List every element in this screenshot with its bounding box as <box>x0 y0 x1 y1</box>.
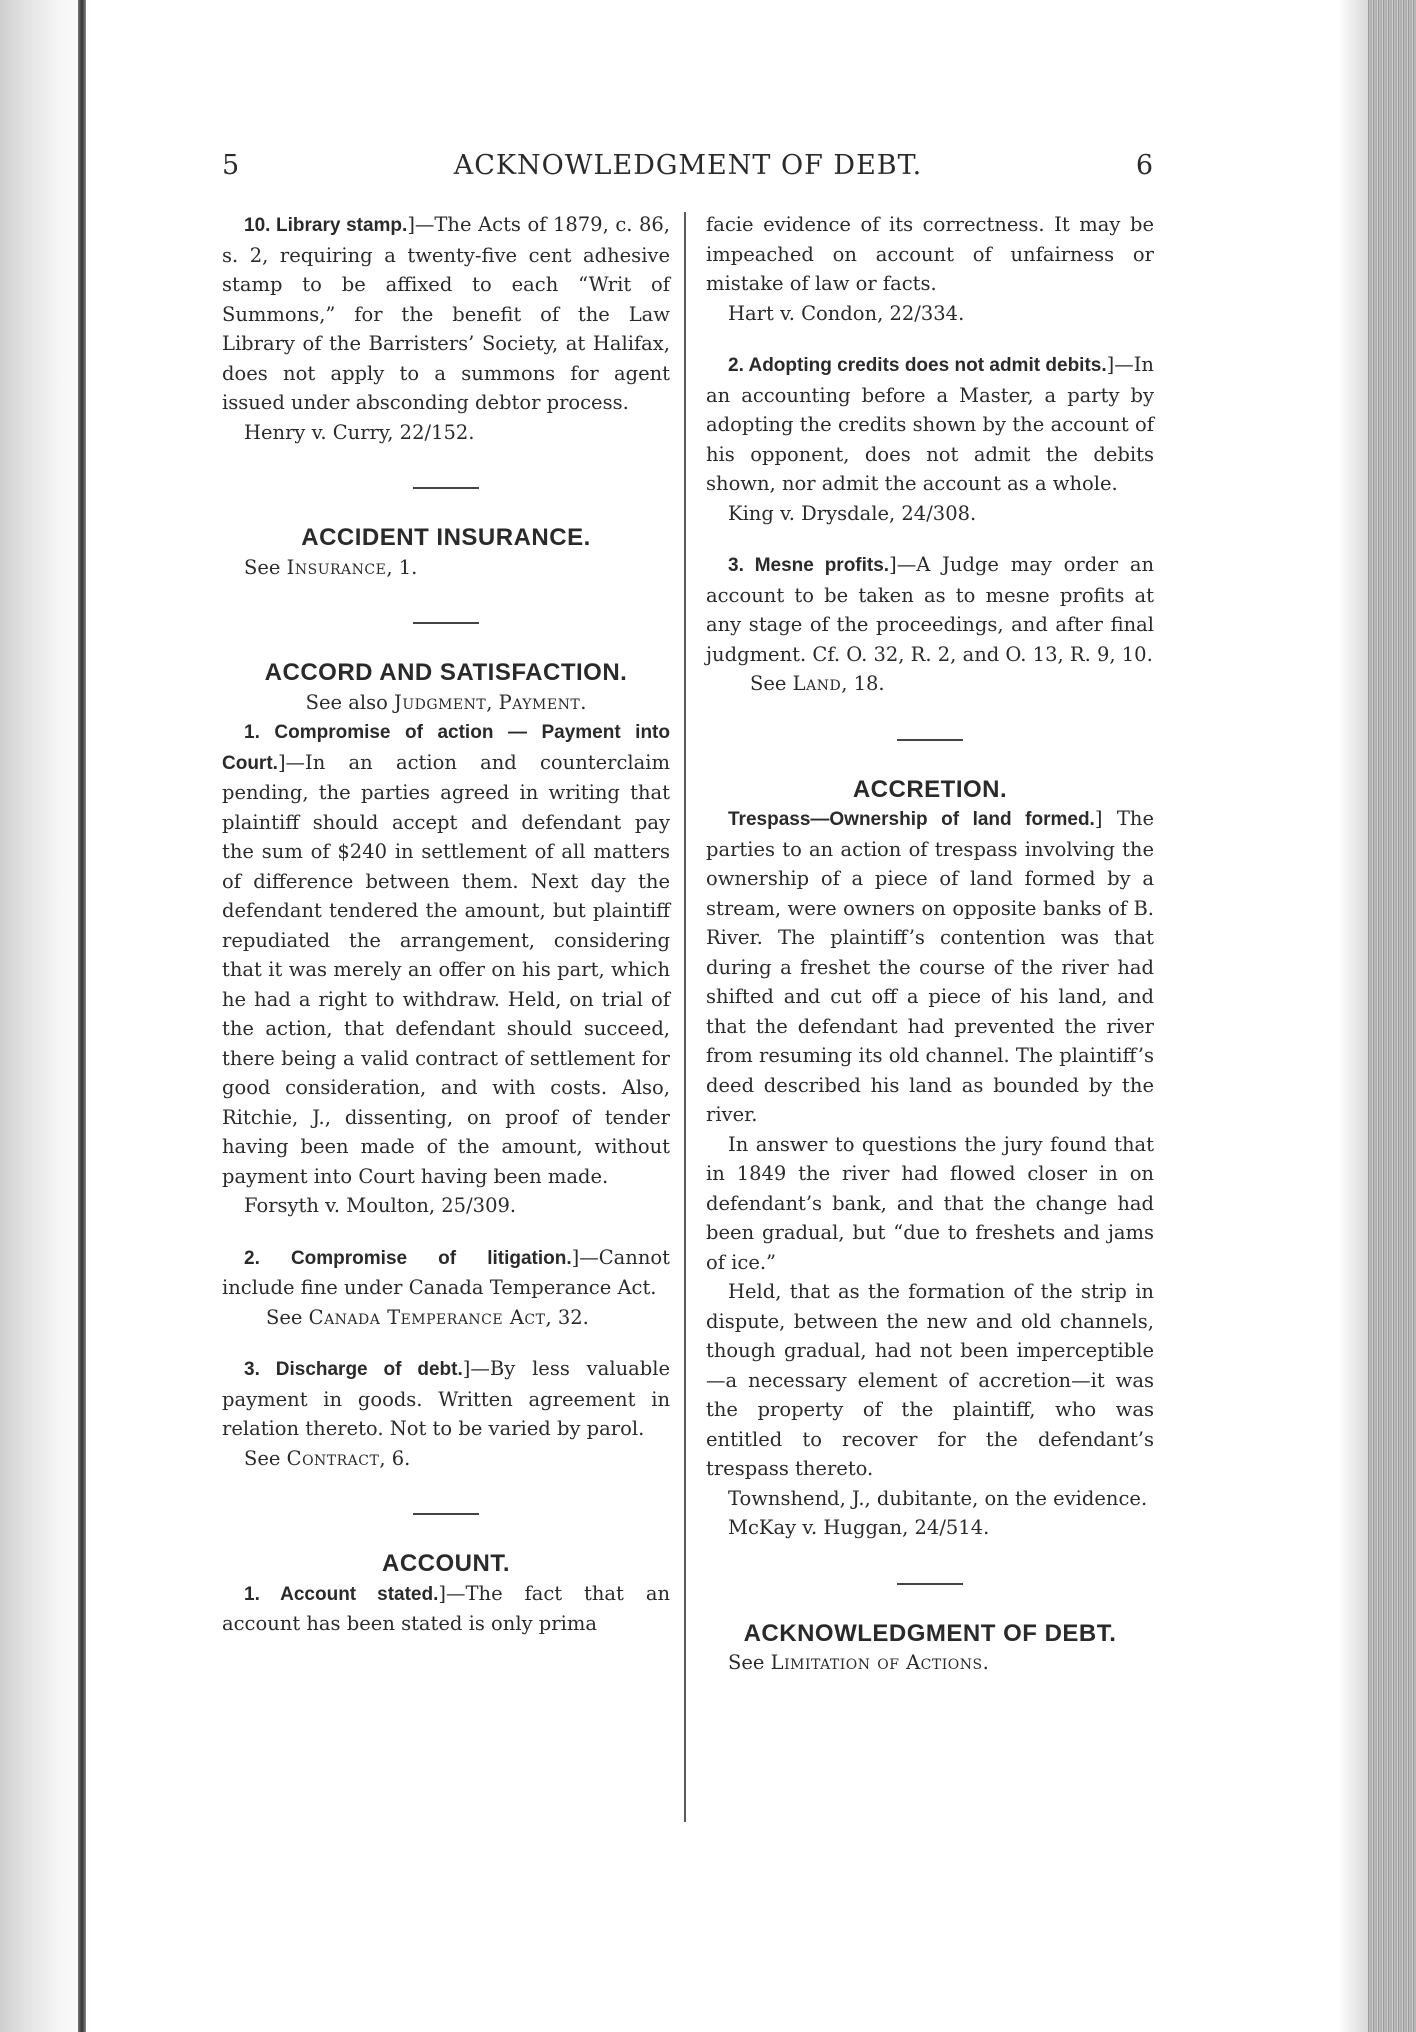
left-column <box>222 210 670 1639</box>
section-rule <box>413 1513 479 1515</box>
entry-adopting-credits <box>706 350 1154 499</box>
right-page-stack-edge <box>1368 0 1416 2032</box>
case-citation: Forsyth v. Moulton, 25/309. <box>244 1194 517 1217</box>
column-divider <box>684 212 686 1822</box>
entry-label: 1. Account stated. <box>244 1583 439 1605</box>
running-head <box>222 150 1154 190</box>
cross-reference: See Insurance, 1. <box>244 555 418 579</box>
entry-text: ]—In an accounting before a Master, a party by adopting the credits shown by the account of his opponent, does not admit the debits shown, nor admit the account as a whole. <box>706 353 1154 495</box>
running-head-title: ACKNOWLEDGMENT OF DEBT. <box>453 150 923 181</box>
entry-text: ]—Cannot include fine under Canada Temperance Act. <box>222 1245 670 1299</box>
entry-label: 3. Discharge of debt. <box>244 1359 463 1380</box>
entry-text: ]—By less valuable payment in goods. Written agreement in relation thereto. Not to be varied by parol. <box>222 1357 671 1440</box>
right-page-number: 6 <box>1135 150 1154 181</box>
entry-account-stated <box>222 1579 670 1639</box>
section-rule <box>413 487 479 489</box>
entry-compromise-of-litigation <box>222 1243 670 1303</box>
entry-text: ] The parties to an action of trespass involving the ownership of a piece of land formed by a stream, were owners on opposite banks of B. River. The plaintiff’s contention was that during a freshet the course of the river had shifted and cut off a piece of his land, and that the defendant had prevented the river from resuming its old channel. The plaintiff’s deed described his land as bounded by the river. <box>706 807 1154 1126</box>
entry-compromise-of-action <box>222 717 670 1191</box>
entry-label: 3. Mesne profits. <box>728 555 890 576</box>
case-citation: Henry v. Curry, 22/152. <box>244 420 475 444</box>
cross-reference: See Canada Temperance Act, 32. <box>266 1305 589 1329</box>
section-rule <box>897 1583 963 1585</box>
case-citation: King v. Drysdale, 24/308. <box>728 501 977 525</box>
entry-trespass <box>706 804 1154 1130</box>
heading-account: ACCOUNT. <box>382 1550 510 1577</box>
entry-label: 2. Compromise of litigation. <box>244 1247 572 1269</box>
entry-library-stamp <box>222 210 670 418</box>
entry-continuation: facie evidence of its correctness. It may be impeached on account of unfairness or mistake of law or facts. <box>706 213 1154 295</box>
entry-text: ]—The Acts of 1879, c. 86, s. 2, requiring a twenty-five cent adhesive stamp to be affixed to each “Writ of Summons,” for the benefit of the Law Library of the Barristers’ Society, at Halifax, does not apply to a summons for agent issued under absconding debtor process. <box>222 213 670 414</box>
entry-paragraph: Townshend, J., dubitante, on the evidence. <box>728 1486 1148 1510</box>
section-rule <box>413 622 479 624</box>
case-citation: McKay v. Huggan, 24/514. <box>728 1516 990 1539</box>
right-column <box>706 210 1154 1678</box>
heading-accretion: ACCRETION. <box>852 775 1008 803</box>
entry-text: ]—The fact that an account has been stated is only prima <box>222 1581 670 1635</box>
entry-label: Trespass—Ownership of land formed. <box>728 809 1095 830</box>
section-rule <box>897 739 963 741</box>
left-binding-edge <box>78 0 86 2032</box>
entry-paragraph: In answer to questions the jury found that in 1849 the river had flowed closer in on defendant’s bank, and that the change had been gradual, but “due to freshets and jams of ice.” <box>706 1132 1154 1274</box>
case-citation: Hart v. Condon, 22/334. <box>728 301 965 325</box>
entry-paragraph: Held, that as the formation of the strip in dispute, between the new and old channels, though gradual, had not been imperceptible—a necessary element of accretion—it was the property of the plaintiff, who was entitled to recover for the defendant’s trespass thereto. <box>706 1280 1154 1480</box>
entry-text: ]—A Judge may order an account to be taken as to mesne profits at any stage of the proceedings, and after final judgment. Cf. O. 32, R. 2, and O. 13, R. 9, 10. <box>706 553 1155 666</box>
entry-label: 2. Adopting credits does not admit debits. <box>728 355 1107 376</box>
cross-reference: See Land, 18. <box>750 672 885 695</box>
cross-reference: See Contract, 6. <box>244 1446 411 1470</box>
entry-text: ]—In an action and counterclaim pending, the parties agreed in writing that plaintiff should accept and defendant pay the sum of $240 in settlement of all matters of difference between them. Next day the defendant tendered the amount, but plaintiff repudiated the arrangement, considering that it was merely an offer on his part, which he had a right to withdraw. Held, on trial of the action, that defendant should succeed, there being a valid contract of settlement for good consideration, and with costs. Also, Ritchie, J., dissenting, on proof of tender having been made of the amount, without payment into Court having been made. <box>222 750 670 1188</box>
heading-accord-and-satisfaction: ACCORD AND SATISFACTION. <box>264 659 628 686</box>
cross-reference: See Limitation of Actions. <box>728 1651 989 1674</box>
entry-mesne-profits <box>706 550 1154 669</box>
heading-acknowledgment-of-debt: ACKNOWLEDGMENT OF DEBT. <box>743 1619 1117 1647</box>
entry-label: 1. Compromise of action — Payment into Court. <box>222 722 670 774</box>
entry-discharge-of-debt <box>222 1354 670 1444</box>
right-page-shadow <box>1338 0 1368 2032</box>
heading-accident-insurance: ACCIDENT INSURANCE. <box>301 524 591 551</box>
cross-reference: See also Judgment, Payment. <box>305 690 587 714</box>
left-page-number: 5 <box>222 150 241 181</box>
entry-label: 10. Library stamp. <box>244 215 408 236</box>
